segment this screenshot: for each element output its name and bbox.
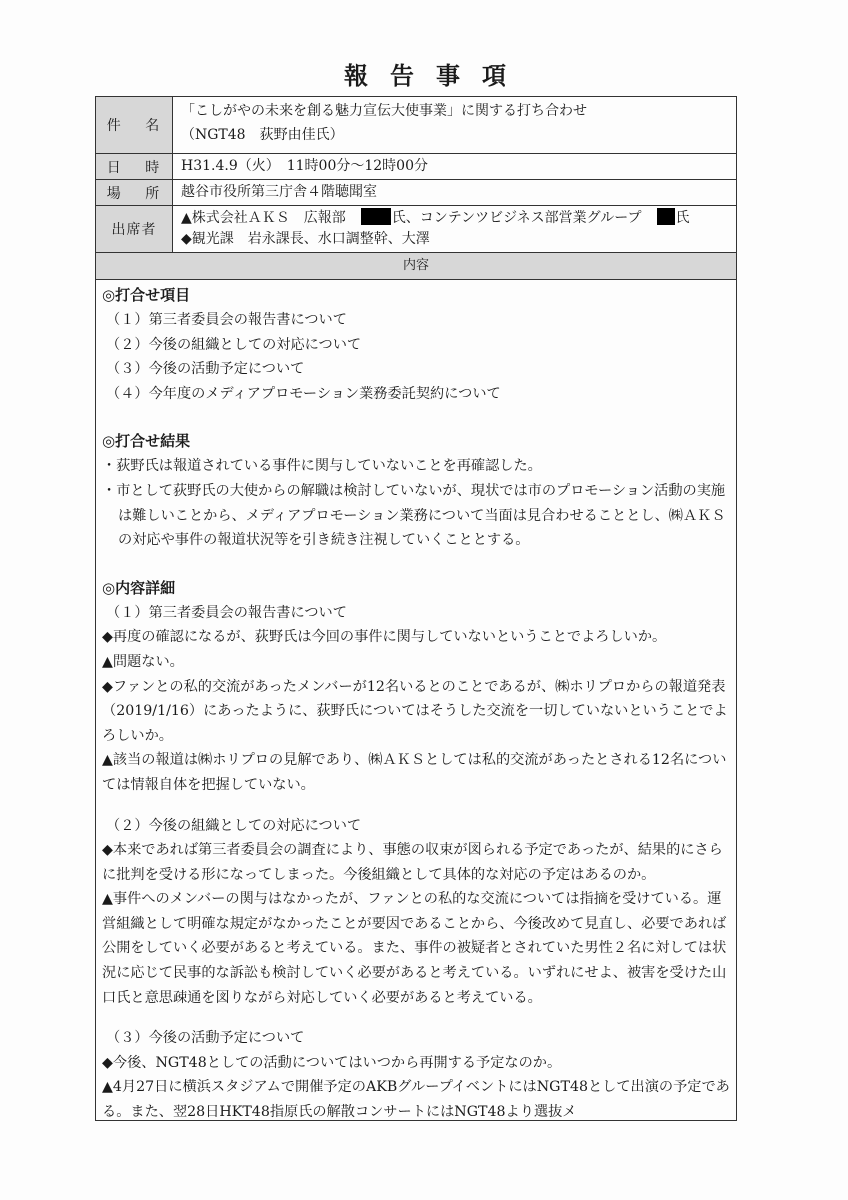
agenda-item: （３）今後の活動予定について — [106, 361, 305, 378]
datetime-value: H31.4.9（火） 11時00分～12時00分 — [181, 158, 428, 174]
details-para: ▲該当の報道は㈱ホリプロの見解であり、㈱ＡＫＳとしては私的交流があったとされる12名については情報自体を把握していない。 — [102, 752, 727, 793]
details-para: ▲4月27日に横浜スタジアムで開催予定のAKBグループイベントにはNGT48として出演の予定である。また、翌28日HKT48指原氏の解散コンサートにはNGT48より選抜メ — [102, 1079, 730, 1121]
agenda-heading: ◎打合せ項目 — [102, 286, 191, 304]
details-section-title: （３）今後の活動予定について — [106, 1030, 305, 1047]
details-para: ◆今後、NGT48としての活動についてはいつから再開する予定なのか。 — [102, 1054, 562, 1071]
agenda-item: （４）今年度のメディアプロモーション業務委託契約について — [106, 385, 501, 402]
details-para: ▲事件へのメンバーの関与はなかったが、ファンとの私的な交流については指摘を受けている。運営組織として明確な規定がなかったことが要因であることから、今後改めて見直し、必要であれば公開をしていく必要があると考えている。また、事件の被疑者とされていた男性２名に対しては状況に応じて民事的な訴訟も検討していく必要があると考えている。いずれにせよ、被害を受けた山口氏と意思疎通を図りながら対応していく必要があると考えている。 — [102, 891, 727, 1006]
attendees-value — [173, 206, 736, 252]
content-header: 内容 — [96, 253, 736, 280]
attendees-row — [96, 206, 736, 253]
agenda-item: （２）今後の組織としての対応について — [106, 336, 362, 353]
place-label: 場 所 — [96, 180, 173, 205]
results-heading: ◎打合せ結果 — [102, 432, 191, 451]
attendee-aks-sales: 氏、コンテンツビジネス部営業グループ — [391, 210, 656, 226]
subject-label: 件 名 — [96, 97, 173, 153]
subject-value — [173, 97, 736, 153]
page-title: 報告事項 — [344, 62, 528, 90]
details-heading: ◎内容詳細 — [102, 578, 176, 597]
details-para: ◆再度の確認になるが、荻野氏は今回の事件に関与していないということでよろしいか。 — [102, 629, 667, 646]
attendees-line-1 — [181, 208, 728, 229]
subject-row — [96, 97, 736, 154]
details-para: ◆本来であれば第三者委員会の調査により、事態の収束が図られる予定であったが、結果的にさらに批判を受ける形になってしまった。今後組織として具体的な対応の予定はあるのか。 — [102, 842, 723, 883]
result-item: ・市として荻野氏の大使からの解職は検討していないが、現状では市のプロモーション活動の実施は難しいことから、メディアプロモーション業務について当面は見合わせることとし、㈱ＡＫＳの対応や事件の報道状況等を引き続き注視していくこととする。 — [102, 482, 726, 549]
report-sheet — [95, 96, 737, 1121]
attendee-suffix: 氏 — [675, 210, 690, 226]
details-section-title: （１）第三者委員会の報告書について — [106, 604, 347, 621]
redaction-block — [361, 208, 391, 225]
result-item: ・荻野氏は報道されている事件に関与していないことを再確認した。 — [102, 458, 542, 475]
datetime-row — [96, 154, 736, 180]
datetime-label: 日 時 — [96, 154, 173, 179]
place-value: 越谷市役所第三庁舎４階聴聞室 — [181, 184, 377, 200]
attendee-aks-pr: ▲株式会社ＡＫＳ 広報部 — [181, 210, 360, 226]
subject-line-2: （NGT48 荻野由佳氏） — [181, 127, 344, 143]
subject-line-1: 「こしがやの未来を創る魅力宣伝大使事業」に関する打ち合わせ — [181, 103, 587, 119]
details-para: ◆ファンとの私的交流があったメンバーが12名いるとのことであるが、㈱ホリプロからの報道発表（2019/1/16）にあったように、荻野氏についてはそうした交流を一切していないということでよろしいか。 — [102, 678, 728, 744]
details-para: ▲問題ない。 — [102, 653, 184, 670]
agenda-item: （１）第三者委員会の報告書について — [106, 312, 347, 328]
content-body — [96, 280, 736, 1121]
details-section-title: （２）今後の組織としての対応について — [106, 817, 362, 834]
attendees-line-2: ◆観光課 岩永課長、水口調整幹、大澤 — [181, 231, 430, 247]
place-row — [96, 180, 736, 206]
attendees-label: 出席者 — [96, 206, 173, 252]
redaction-block — [657, 208, 675, 225]
